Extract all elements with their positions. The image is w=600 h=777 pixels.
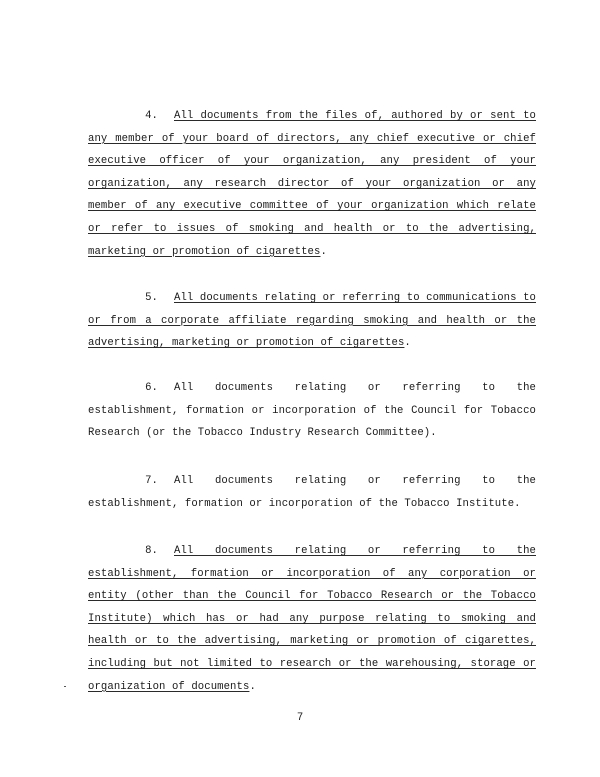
paragraph-5 <box>88 287 536 355</box>
paragraph-number: 7. <box>145 475 158 487</box>
paragraph-text: All documents relating or referring to the establishment, formation or incorporation of the Council for Tobacco Research (or the Tobacco Industry Research Committee). <box>88 382 536 440</box>
scan-speck <box>64 686 66 687</box>
paragraph-4 <box>88 105 536 263</box>
paragraph-text-underlined: All documents from the files of, authored by or sent to any member of your board of directors, any chief executive or chief executive officer of your organization, any president of your organization, any research director of your organization or any member of any executive committee of your organization which relate or refer to issues of smoking and health or to the advertising, marketing or promotion of cigarettes <box>88 110 536 258</box>
paragraph-text-underlined: All documents relating or referring to communications to or from a corporate affiliate regarding smoking and health or the advertising, marketing or promotion of cigarettes <box>88 292 536 350</box>
paragraph-end: . <box>249 680 256 693</box>
paragraph-8 <box>88 540 536 698</box>
paragraph-7 <box>88 470 536 515</box>
paragraph-end: . <box>320 245 327 258</box>
paragraph-6 <box>88 377 536 445</box>
paragraph-number: 4. <box>145 110 158 122</box>
paragraph-number: 6. <box>145 382 158 394</box>
page-number: 7 <box>296 712 304 724</box>
paragraph-text: All documents relating or referring to the establishment, formation or incorporation of the Tobacco Institute. <box>88 475 536 510</box>
paragraph-number: 5. <box>145 292 158 304</box>
paragraph-text-underlined: All documents relating or referring to the establishment, formation or incorporation of any corporation or entity (other than the Council for Tobacco Research or the Tobacco Institute) which has or had any purpose relating to smoking and health or to the advertising, marketing or promotion of cigarettes, including but not limited to research or the warehousing, storage or organization of documents <box>88 545 536 693</box>
paragraph-end: . <box>404 337 411 350</box>
paragraph-number: 8. <box>145 545 158 557</box>
